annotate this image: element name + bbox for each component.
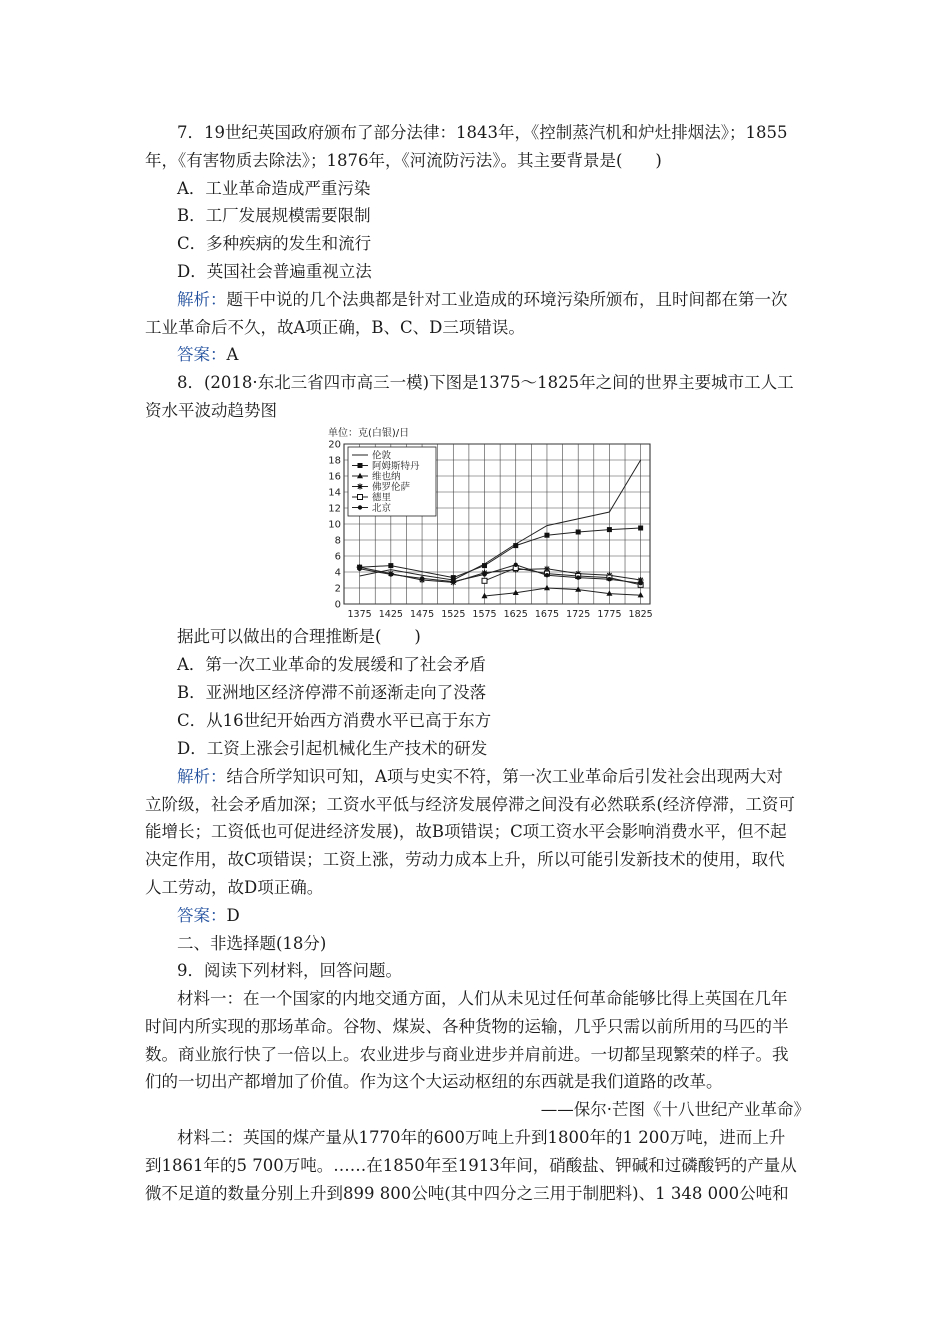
q8-analysis-text: 结合所学知识可知，A项与史实不符，第一次工业革命后引发社会出现两大对 — [226, 767, 783, 786]
q8-option-b: B．亚洲地区经济停滞不前逐渐走向了没落 — [177, 683, 487, 702]
data-point-series-6 — [482, 572, 486, 576]
wage-chart — [320, 424, 660, 624]
wage-chart-svg — [320, 424, 660, 624]
q8-analysis-label: 解析： — [177, 767, 227, 786]
legend-swatch-marker — [358, 495, 363, 500]
data-point-series-2 — [607, 527, 612, 532]
x-tick-label: 1675 — [534, 609, 560, 620]
legend-label: 伦敦 — [372, 450, 392, 462]
legend-swatch-marker — [358, 463, 363, 468]
q9-material1-line2: 时间内所实现的那场革命。谷物、煤炭、各种货物的运输，几乎只需以前所用的马匹的半 — [145, 1017, 789, 1036]
data-point-series-6 — [389, 572, 393, 576]
q7-analysis-text: 题干中说的几个法典都是针对工业造成的环境污染所颁布，且时间都在第一次 — [226, 290, 788, 309]
x-tick-label: 1625 — [503, 609, 528, 620]
y-tick-label: 12 — [328, 503, 341, 515]
y-tick-label: 8 — [334, 535, 341, 547]
legend-label: 北京 — [372, 503, 392, 514]
data-point-series-2 — [638, 526, 643, 531]
q8-option-a: A．第一次工业革命的发展缓和了社会矛盾 — [177, 655, 486, 674]
y-tick-label: 14 — [328, 487, 341, 499]
q7-stem-line2: 年，《有害物质去除法》；1876年，《河流防污法》。其主要背景是( ) — [145, 151, 662, 170]
legend-label: 德里 — [372, 492, 392, 504]
data-point-series-2 — [576, 530, 581, 535]
q8-answer-label: 答案： — [177, 906, 227, 925]
q8-answer-value: D — [226, 906, 240, 925]
q9-stem: 9．阅读下列材料，回答问题。 — [177, 961, 402, 980]
data-point-series-2 — [544, 533, 549, 538]
data-point-series-6 — [420, 576, 424, 580]
q8-analysis-line4: 决定作用，故C项错误；工资上涨，劳动力成本上升，所以可能引发新技术的使用，取代 — [145, 850, 785, 869]
y-tick-label: 20 — [328, 439, 341, 451]
section2-heading: 二、非选择题(18分) — [177, 934, 327, 953]
data-point-series-6 — [576, 575, 580, 579]
x-tick-label: 1475 — [409, 609, 435, 620]
q8-inference: 据此可以做出的合理推断是( ) — [177, 627, 421, 646]
legend-swatch-marker — [357, 484, 363, 490]
legend-label: 阿姆斯特丹 — [372, 461, 420, 472]
q7-option-b: B．工厂发展规模需要限制 — [177, 206, 371, 225]
data-point-series-6 — [514, 563, 518, 567]
q7-answer-value: A — [226, 345, 239, 364]
data-point-series-2 — [513, 543, 518, 548]
x-tick-label: 1575 — [472, 609, 497, 620]
legend-label: 维也纳 — [372, 471, 401, 483]
q8-analysis-line3: 能增长；工资低也可促进经济发展)，故B项错误；C项工资水平会影响消费水平，但不起 — [145, 822, 787, 841]
legend-swatch-marker — [358, 505, 362, 509]
q7-answer — [177, 344, 847, 366]
x-tick-label: 1825 — [628, 609, 653, 620]
x-tick-label: 1775 — [597, 609, 622, 620]
q9-material1-line3: 数。商业旅行快了一倍以上。农业进步与商业进步并肩前进。一切都呈现繁荣的样子。我 — [145, 1045, 789, 1064]
q8-option-d: D．工资上涨会引起机械化生产技术的研发 — [177, 739, 488, 758]
q7-analysis-label: 解析： — [177, 290, 227, 309]
q8-analysis-line1 — [177, 766, 847, 788]
q7-option-c: C．多种疾病的发生和流行 — [177, 234, 372, 253]
x-tick-label: 1425 — [378, 609, 403, 620]
data-point-series-6 — [607, 577, 611, 581]
q8-analysis-line5: 人工劳动，故D项正确。 — [145, 878, 324, 897]
q9-material1-source: ——保尔·芒图《十八世纪产业革命》 — [540, 1100, 810, 1119]
q8-stem-line2: 资水平波动趋势图 — [145, 401, 277, 420]
q9-material2-line3: 微不足道的数量分别上升到899 800公吨(其中四分之三用于制肥料)、1 348 000公吨和 — [145, 1184, 789, 1203]
y-tick-label: 2 — [334, 583, 341, 595]
data-point-series-3 — [544, 585, 550, 590]
data-point-series-6 — [638, 581, 642, 585]
data-point-series-6 — [451, 579, 455, 583]
y-tick-label: 0 — [334, 599, 341, 611]
data-point-series-6 — [545, 573, 549, 577]
data-point-series-2 — [451, 575, 456, 580]
q8-option-c: C．从16世纪开始西方消费水平已高于东方 — [177, 711, 492, 730]
q7-analysis-line2: 工业革命后不久，故A项正确，B、C、D三项错误。 — [145, 318, 525, 337]
q9-material2-line1: 材料二：英国的煤产量从1770年的600万吨上升到1800年的1 200万吨，进而上升 — [177, 1128, 786, 1147]
q7-stem-line1: 7．19世纪英国政府颁布了部分法律：1843年，《控制蒸汽机和炉灶排烟法》；1855 — [177, 123, 788, 142]
q8-stem-line1: 8．(2018·东北三省四市高三一模)下图是1375～1825年之间的世界主要城市工人工 — [177, 373, 794, 392]
data-point-series-2 — [482, 563, 487, 568]
q9-material1-line1: 材料一：在一个国家的内地交通方面，人们从未见过任何革命能够比得上英国在几年 — [177, 989, 788, 1008]
y-tick-label: 16 — [328, 471, 341, 483]
x-tick-label: 1375 — [347, 609, 372, 620]
x-tick-label: 1525 — [441, 609, 466, 620]
q9-material2-line2: 到1861年的5 700万吨。……在1850年至1913年间，硝酸盐、钾碱和过磷酸钙的产量从 — [145, 1156, 797, 1175]
q7-analysis-line1 — [177, 289, 847, 311]
data-point-series-5 — [482, 578, 487, 583]
q7-option-a: A．工业革命造成严重污染 — [177, 179, 371, 198]
q7-option-d: D．英国社会普遍重视立法 — [177, 262, 372, 281]
data-point-series-6 — [357, 567, 361, 571]
x-tick-label: 1725 — [566, 609, 591, 620]
y-tick-label: 18 — [328, 455, 341, 467]
y-tick-label: 4 — [334, 567, 341, 579]
q8-answer — [177, 905, 847, 927]
y-axis-unit-label: 单位：克(白银)/日 — [328, 428, 410, 439]
q7-answer-label: 答案： — [177, 345, 227, 364]
q8-analysis-line2: 立阶级，社会矛盾加深；工资水平低与经济发展停滞之间没有必然联系(经济停滞，工资可 — [145, 795, 795, 814]
y-tick-label: 6 — [334, 551, 341, 563]
data-point-series-2 — [388, 563, 393, 568]
legend-label: 佛罗伦萨 — [372, 482, 411, 493]
q9-material1-line4: 们的一切出产都增加了价值。作为这个大运动枢纽的东西就是我们道路的改革。 — [145, 1072, 723, 1091]
y-tick-label: 10 — [328, 519, 341, 531]
